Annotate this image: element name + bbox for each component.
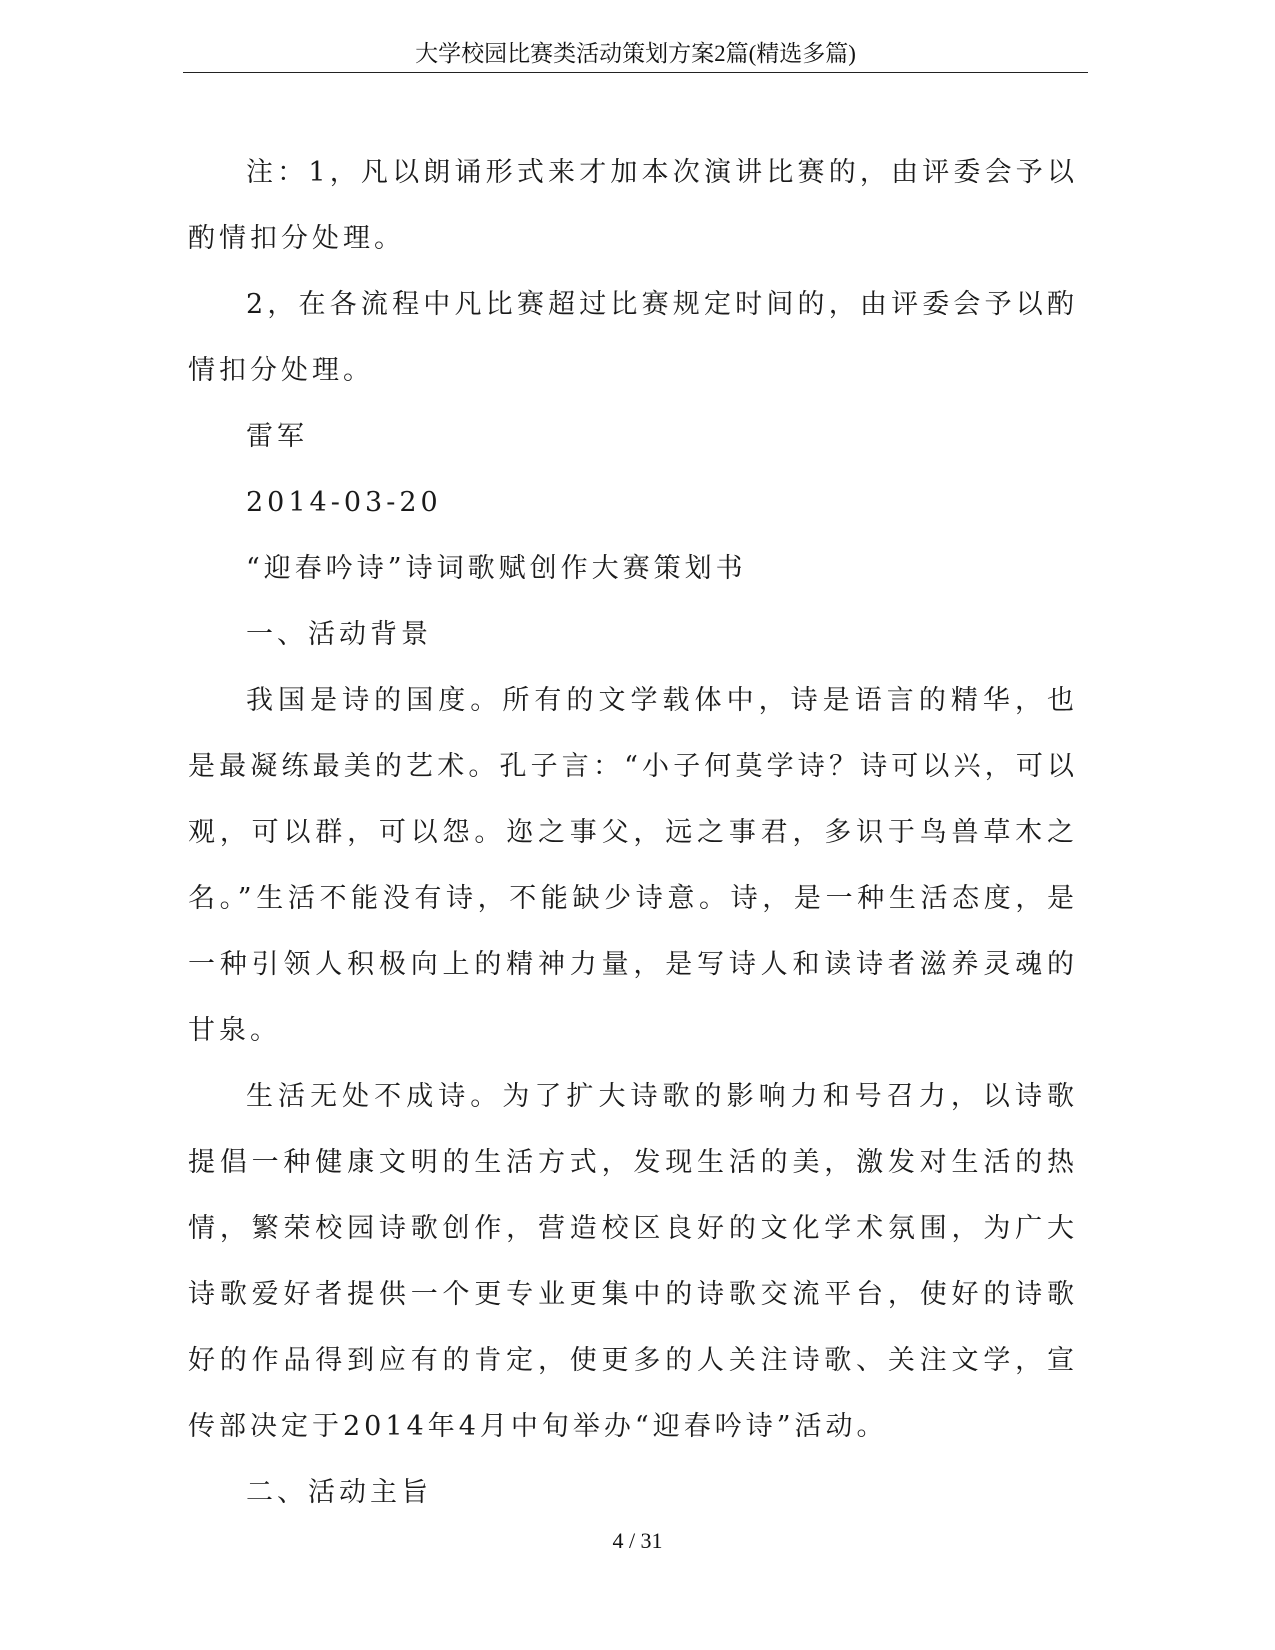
page-header — [183, 40, 1088, 73]
signature-name: 雷军 — [246, 421, 308, 452]
signature-date: 2014-03-20 — [246, 487, 442, 518]
document-body — [188, 140, 1078, 1526]
background-paragraph-1: 我国是诗的国度。所有的文学载体中，诗是语言的精华，也是最凝练最美的艺术。孔子言：“小子何莫学诗？诗可以兴，可以观，可以群，可以怨。迩之事父，远之事君，多识于鸟兽草木之名。”生活不能没有诗，不能缺少诗意。诗，是一种生活态度，是一种引领人积极向上的精神力量，是写诗人和读诗者滋养灵魂的甘泉。 — [188, 685, 1078, 1046]
note-1-paragraph: 注：1，凡以朗诵形式来才加本次演讲比赛的，由评委会予以酌情扣分处理。 — [188, 157, 1078, 254]
page-footer — [0, 1527, 1275, 1555]
heading-background: 一、活动背景 — [246, 619, 432, 650]
page-number: 4 / 31 — [612, 1528, 663, 1553]
background-paragraph-2: 生活无处不成诗。为了扩大诗歌的影响力和号召力，以诗歌提倡一种健康文明的生活方式，发现生活的美，激发对生活的热情，繁荣校园诗歌创作，营造校区良好的文化学术氛围，为广大诗歌爱好者提供一个更专业更集中的诗歌交流平台，使好的诗歌好的作品得到应有的肯定，使更多的人关注诗歌、关注文学，宣传部决定于2014年4月中旬举办“迎春吟诗”活动。 — [188, 1081, 1078, 1442]
note-2-paragraph: 2，在各流程中凡比赛超过比赛规定时间的，由评委会予以酌情扣分处理。 — [188, 289, 1078, 386]
document-title: 大学校园比赛类活动策划方案2篇(精选多篇) — [415, 41, 856, 66]
section-title: “迎春吟诗”诗词歌赋创作大赛策划书 — [246, 553, 747, 584]
heading-purpose: 二、活动主旨 — [246, 1477, 432, 1508]
